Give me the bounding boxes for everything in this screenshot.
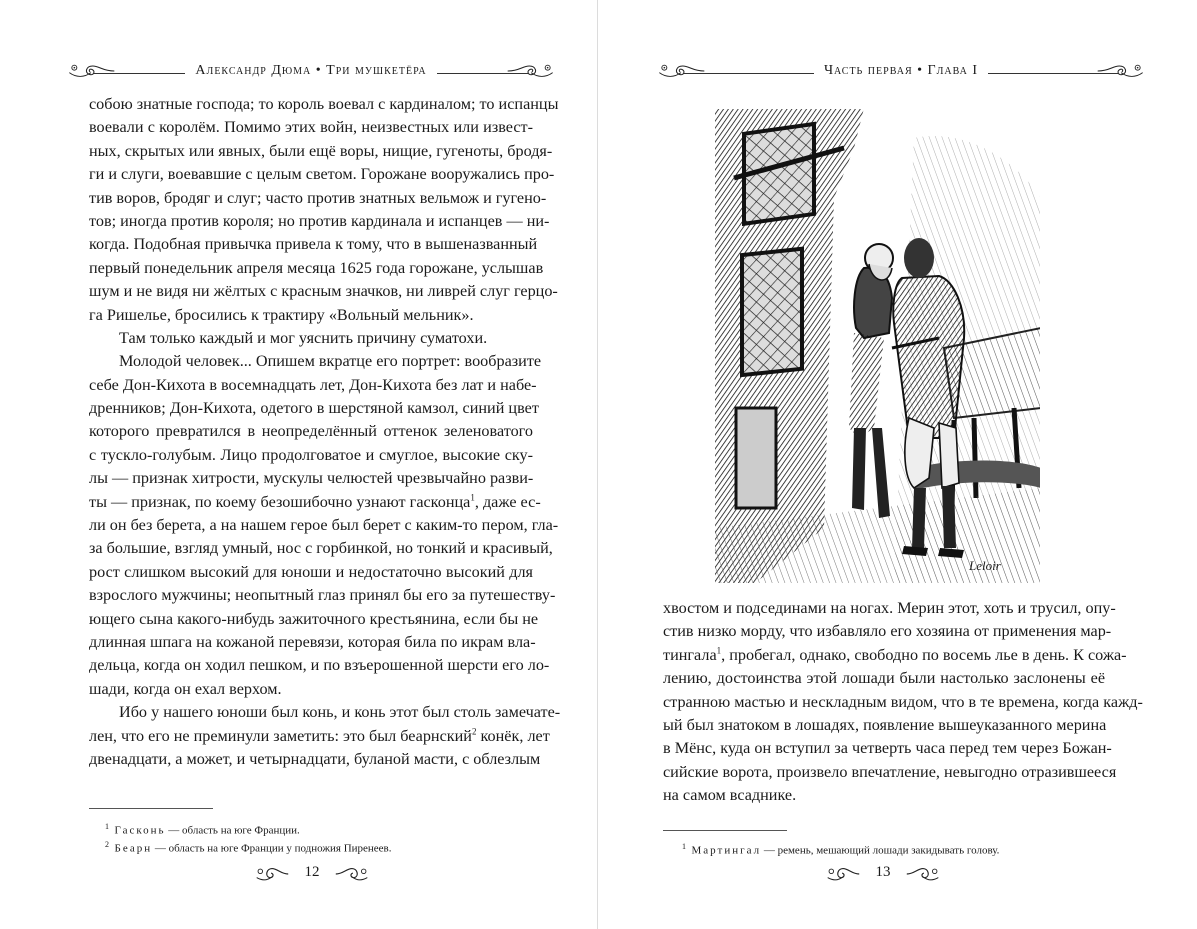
- left-body-text: [89, 93, 561, 771]
- footnote: [105, 838, 545, 856]
- text-fragment: ты — признак, по коему безошибочно узнают гасконца: [89, 492, 471, 511]
- text-fragment: тингала: [663, 645, 717, 664]
- footnote-term: Гасконь: [114, 824, 166, 837]
- left-running-header: [66, 56, 556, 90]
- folio-flourish-icon: [334, 865, 370, 883]
- footnote: [105, 820, 545, 838]
- text-line: шади, когда он ехал верхом.: [89, 679, 282, 698]
- text-line: [89, 491, 541, 514]
- engraving-illustration: [714, 108, 1041, 584]
- text-line: ющего сына какого-нибудь зажиточного крестьянина, если бы не: [89, 609, 539, 628]
- footnote-text: — область на юге Франции.: [165, 824, 300, 837]
- text-line: лы — признак хитрости, мускулы челюстей чрезвычайно разви-: [89, 469, 534, 488]
- text-line: Ибо у нашего юноши был конь, и конь этот был столь замечате-: [119, 703, 561, 722]
- footnote-text: — ремень, мешающий лошади закидывать голову.: [761, 844, 1000, 857]
- footnote-number: 1: [682, 842, 686, 851]
- left-page: [0, 0, 598, 929]
- text-line: на самом всаднике.: [663, 786, 797, 805]
- text-line: ли он без берета, а на нашем герое был берет с каким-то пером, гла-: [89, 516, 559, 535]
- text-fragment: , даже ес-: [474, 492, 541, 511]
- text-line: рост слишком высокий для юноши и недостаточно высокий для: [89, 562, 533, 581]
- right-body-text: [663, 597, 1143, 808]
- text-line: ги и слуги, воевавшие с целым светом. Горожане вооружались про-: [89, 165, 555, 184]
- text-line: тив воров, бродяг и слуг; часто против знатных вельмож и гугено-: [89, 188, 547, 207]
- text-line: двенадцати, а может, и четырнадцати, буланой масти, с облезлым: [89, 749, 541, 768]
- text-line: которого превратился в неопределённый оттенок зеленоватого: [89, 422, 533, 441]
- text-line: дренников; Дон-Кихота, одетого в шерстяной камзол, синий цвет: [89, 399, 539, 418]
- text-line: хвостом и подсединами на ногах. Мерин этот, хоть и трусил, опу-: [663, 599, 1116, 617]
- text-line: когда. Подобная привычка привела к тому, что в вышеназванный: [89, 235, 538, 254]
- text-line: сийские ворота, произвело впечатление, невыгодно отразившееся: [663, 762, 1117, 781]
- footnote-rule: [89, 808, 213, 809]
- footnote-number: 2: [105, 840, 109, 849]
- text-line: в Мёнс, куда он вступил за четверть часа перед тем через Божан-: [663, 739, 1112, 758]
- footnote-term: Беарн: [114, 842, 153, 855]
- illustration-signature: Leloir: [969, 558, 1001, 573]
- text-line: Молодой человек... Опишем вкратце его портрет: вообразите: [119, 352, 542, 371]
- right-running-header: [656, 56, 1146, 90]
- text-line: га Ришелье, бросились к трактиру «Вольный мельник».: [89, 305, 474, 324]
- page-number-left: [232, 864, 392, 884]
- running-header-title: Александр Дюма • Три мушкетёра: [185, 63, 436, 78]
- text-line: собою знатные господа; то король воевал с кардиналом; то испанцы: [89, 95, 559, 113]
- text-line: Там только каждый и мог уяснить причину суматохи.: [119, 328, 488, 347]
- text-line: взрослого мужчины; неопытный глаз принял бы его за путешеству-: [89, 586, 556, 605]
- text-line: тов; иногда против короля; но против кардинала и испанцев — ни-: [89, 211, 550, 230]
- footnote: [682, 840, 1132, 858]
- folio-flourish-icon: [905, 865, 941, 883]
- footnote-text: — область на юге Франции у подножия Пиренеев.: [152, 842, 392, 855]
- text-line: ных, скрытых или явных, были ещё воры, нищие, гугеноты, бродя-: [89, 141, 553, 160]
- text-line: странною мастью и нескладным видом, что в те времена, когда кажд-: [663, 692, 1143, 711]
- footnote-term: Мартингал: [691, 844, 762, 857]
- text-line: с тускло-голубым. Лицо продолговатое и смуглое, высокие ску-: [89, 445, 533, 464]
- text-line: шум и не видя ни жёлтых с красным значков, ни ливрей слуг герцо-: [89, 282, 558, 301]
- text-line: за большие, взгляд умный, нос с горбинкой, но тонкий и красивый,: [89, 539, 553, 558]
- text-line: ый был знатоком в лошадях, появление вышеуказанного мерина: [663, 715, 1107, 734]
- page-number: 13: [875, 864, 891, 880]
- page-number-right: [803, 864, 963, 884]
- footnote-ref[interactable]: 1: [716, 645, 722, 656]
- page-number: 12: [304, 864, 320, 880]
- text-line: себе Дон-Кихота в восемнадцать лет, Дон-Кихота без лат и набе-: [89, 375, 537, 394]
- footnote-ref[interactable]: 2: [471, 726, 477, 737]
- text-line: дельца, когда он ходил пешком, и по взъерошенной шерсти его ло-: [89, 656, 550, 675]
- footnote-number: 1: [105, 822, 109, 831]
- text-fragment: конёк, лет: [476, 726, 550, 745]
- text-line: воевали с королём. Помимо этих войн, неизвестных или извест-: [89, 118, 533, 137]
- footnote-ref[interactable]: 1: [470, 492, 475, 503]
- text-line: [663, 644, 1127, 667]
- text-line: [89, 725, 550, 748]
- text-fragment: , пробегал, однако, свободно по восемь лье в день. К сожа-: [721, 645, 1127, 664]
- text-line: длинная шпага на кожаной перевязи, которая била по икрам вла-: [89, 632, 536, 651]
- running-header-title: Часть первая • Глава I: [814, 63, 988, 78]
- text-line: лению, достоинства этой лошади были настолько заслонены её: [663, 669, 1105, 688]
- text-line: первый понедельник апреля месяца 1625 года горожане, услышав: [89, 258, 544, 277]
- text-fragment: лен, что его не преминули заметить: это был беарнский: [89, 726, 472, 745]
- footnote-rule: [663, 830, 787, 831]
- text-line: стив низко морду, что избавляло его хозяина от применения мар-: [663, 622, 1112, 641]
